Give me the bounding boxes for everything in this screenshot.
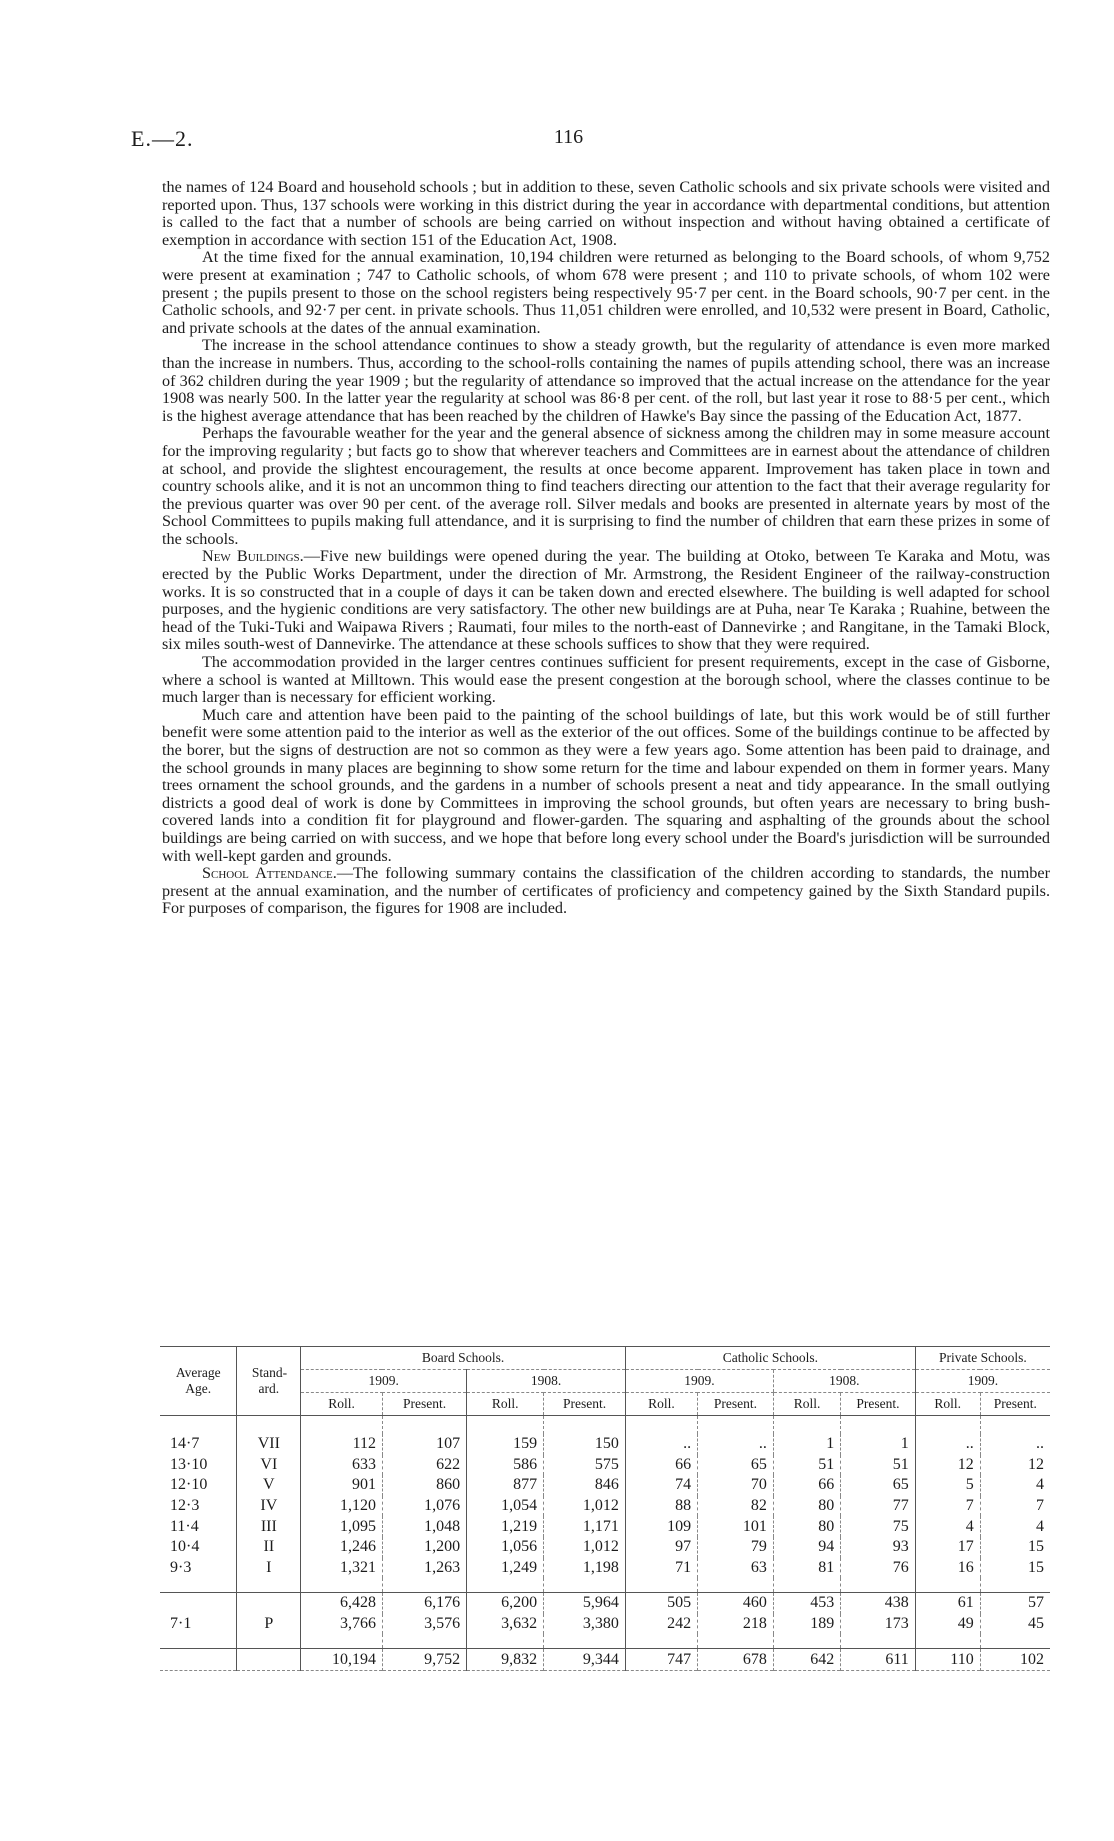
report-body — [162, 179, 1050, 918]
section-heading: New Buildings. — [202, 547, 304, 566]
page-number: 116 — [553, 126, 584, 148]
section-heading: School Attendance. — [202, 864, 337, 883]
roll-header: Roll. — [773, 1393, 840, 1416]
table-row: 14·7 VII 112 107 159 150 .. .. 1 1 .. .. — [160, 1434, 1050, 1455]
subtotal-row: 6,428 6,176 6,200 5,964 505 460 453 438 61 57 — [160, 1593, 1050, 1614]
board-schools-header: Board Schools. — [301, 1347, 626, 1370]
average-age-header: Average Age. — [160, 1347, 237, 1416]
paragraph: Much care and attention have been paid to the painting of the school buildings of late, but this work would be of still further benefit were some attention paid to the interior as well as the exterior of the out offices. Some of the buildings continue to be affected by the borer, but the signs of destruction are not so common as they were a few years ago. Some attention has been paid to drainage, and the school grounds in many places are beginning to show some return for the time and labour expended on them in former years. Many trees ornament the school grounds, and the gardens in a number of schools present a neat and tidy appearance. In the small outlying districts a good deal of work is done by Committees in improving the school grounds, but often years are necessary to bring bush-covered lands into a condition fit for playground and flower-garden. The squaring and asphalting of the grounds about the school buildings are being carried on with success, and we hope that before long every school under the Board's jurisdiction will be surrounded with well-kept garden and grounds. — [162, 705, 1050, 865]
paragraph: Perhaps the favourable weather for the year and the general absence of sickness among the children may in some measure account for the improving regularity ; but facts go to show that wherever teachers and Committees are in earnest about the attendance of children at school, and provide the slightest encouragement, the results at once become apparent. Improvement has taken place in town and country schools alike, and it is not an uncommon thing to find teachers directing our attention to the fact that their average regularity for the previous quarter was over 90 per cent. of the average roll. Silver medals and books are presented in alternate years by most of the School Committees to pupils making full attendance, and it is surprising to find the number of children that earn these prizes in some of the schools. — [162, 424, 1050, 548]
present-header: Present. — [382, 1393, 466, 1416]
table-row: 13·10 VI 633 622 586 575 66 65 51 51 12 12 — [160, 1455, 1050, 1476]
paragraph: At the time fixed for the annual examination, 10,194 children were returned as belonging to the Board schools, of whom 9,752 were present at examination ; 747 to Catholic schools, of whom 678 were present ; and 110 to private schools, of whom 102 were present ; the pupils present to those on the school registers being respectively 95·7 per cent. in the Board schools, 90·7 per cent. in the Catholic schools, and 92·7 per cent. in private schools. Thus 11,051 children were enrolled, and 10,532 were present in Board, Catholic, and private schools at the dates of the annual examination. — [162, 248, 1050, 337]
standard-header: Stand-ard. — [237, 1347, 301, 1416]
table-row: 10·4 II 1,246 1,200 1,056 1,012 97 79 94 93 17 15 — [160, 1537, 1050, 1558]
paragraph: the names of 124 Board and household schools ; but in addition to these, seven Catholic schools and six private schools were visited and reported upon. Thus, 137 schools were working in this district during the year in accordance with departmental conditions, but attention is called to the fact that a number of schools are being carried on without inspection and without having obtained a certificate of exemption in accordance with section 151 of the Education Act, 1908. — [162, 178, 1050, 249]
attendance-table — [160, 1346, 1050, 1671]
private-schools-header: Private Schools. — [915, 1347, 1050, 1370]
total-row: 10,194 9,752 9,832 9,344 747 678 642 611 110 102 — [160, 1649, 1050, 1671]
roll-header: Roll. — [301, 1393, 383, 1416]
page-header — [131, 126, 1046, 156]
paragraph: The increase in the school attendance continues to show a steady growth, but the regularity of attendance is even more marked than the increase in numbers. Thus, according to the school-rolls containing the names of pupils attending school, there was an increase of 362 children during the year 1909 ; but the regularity of attendance so improved that the actual increase on the attendance for the year 1908 was nearly 500. In the latter year the regularity at school was 86·8 per cent. of the roll, but last year it rose to 88·5 per cent., which is the highest average attendance that has been reached by the children of Hawke's Bay since the passing of the Education Act, 1877. — [162, 336, 1050, 425]
catholic-1909-header: 1909. — [625, 1370, 773, 1393]
present-header: Present. — [841, 1393, 916, 1416]
catholic-schools-header: Catholic Schools. — [625, 1347, 915, 1370]
present-header: Present. — [544, 1393, 626, 1416]
paragraph: New Buildings.—Five new buildings were opened during the year. The building at Otoko, between Te Karaka and Motu, was erected by the Public Works Department, under the direction of Mr. Armstrong, the Resident Engineer of the railway-construction works. It is so constructed that in a couple of days it can be taken down and erected elsewhere. The building is well adapted for school purposes, and the hygienic conditions are very satisfactory. The other new buildings are at Puha, near Te Karaka ; Ruahine, between the head of the Tuki-Tuki and Waipawa Rivers ; Raumati, four miles to the north-east of Dannevirke ; and Rangitane, in the Tamaki Block, six miles south-west of Dannevirke. The attendance at these schools suffices to show that they were required. — [162, 547, 1050, 654]
present-header: Present. — [980, 1393, 1050, 1416]
paragraph: The accommodation provided in the larger centres continues sufficient for present requirements, except in the case of Gisborne, where a school is wanted at Milltown. This would ease the present congestion at the borough school, where the classes continue to be much larger than is necessary for efficient working. — [162, 653, 1050, 707]
board-1909-header: 1909. — [301, 1370, 467, 1393]
table-row: 12·10 V 901 860 877 846 74 70 66 65 5 4 — [160, 1475, 1050, 1496]
board-1908-header: 1908. — [467, 1370, 626, 1393]
document-code: E.—2. — [131, 126, 194, 151]
table-row: 9·3 I 1,321 1,263 1,249 1,198 71 63 81 76 16 15 — [160, 1558, 1050, 1579]
preparatory-row: 7·1 P 3,766 3,576 3,632 3,380 242 218 189 173 49 45 — [160, 1614, 1050, 1635]
roll-header: Roll. — [625, 1393, 697, 1416]
private-1909-header: 1909. — [915, 1370, 1050, 1393]
table-row: 11·4 III 1,095 1,048 1,219 1,171 109 101 80 75 4 4 — [160, 1516, 1050, 1537]
catholic-1908-header: 1908. — [773, 1370, 915, 1393]
present-header: Present. — [698, 1393, 774, 1416]
paragraph: School Attendance.—The following summary contains the classification of the children according to standards, the number present at the annual examination, and the number of certificates of proficiency and competency gained by the Sixth Standard pupils. For purposes of comparison, the figures for 1908 are included. — [162, 864, 1050, 918]
table-row: 12·3 IV 1,120 1,076 1,054 1,012 88 82 80 77 7 7 — [160, 1496, 1050, 1517]
roll-header: Roll. — [915, 1393, 980, 1416]
roll-header: Roll. — [467, 1393, 544, 1416]
